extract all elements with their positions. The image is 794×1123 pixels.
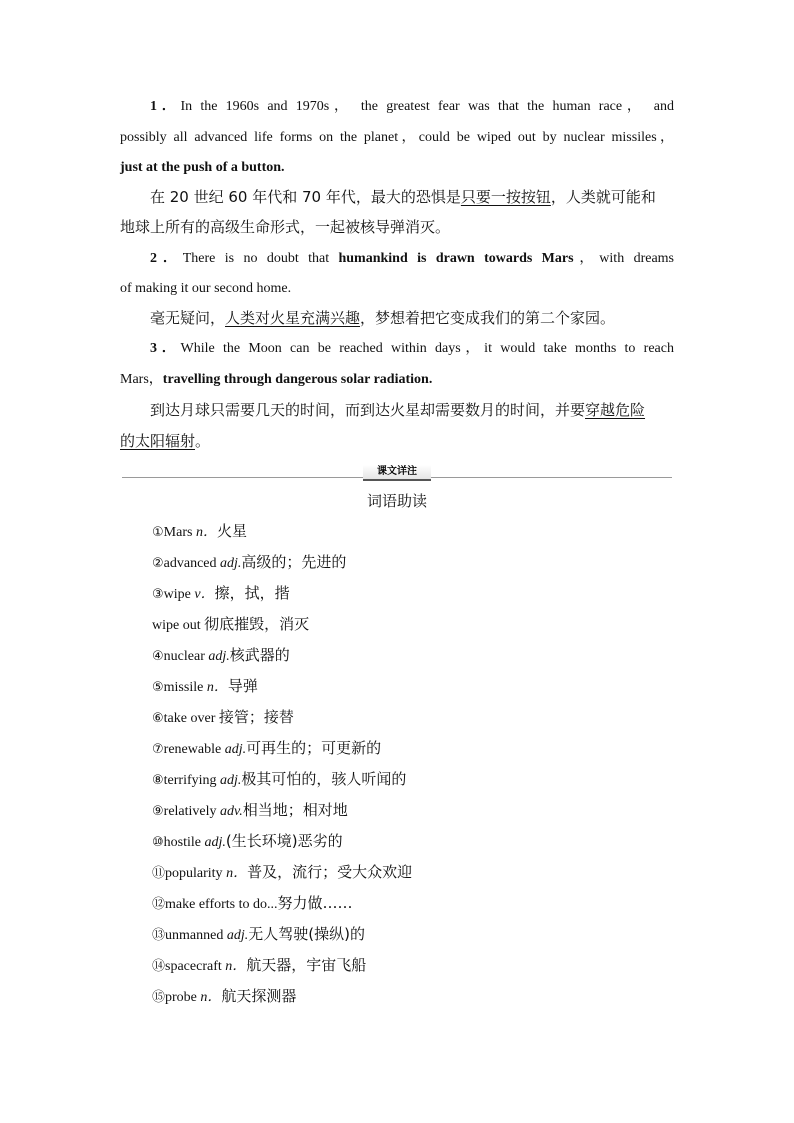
vocab-word: advanced	[163, 556, 221, 571]
vocab-marker: ⑤	[152, 680, 164, 695]
vocab-word: hostile	[163, 835, 205, 850]
vocab-item	[152, 578, 652, 609]
vocab-meaning: (生长环境)恶劣的	[225, 832, 343, 850]
vocab-item	[152, 950, 652, 981]
vocab-marker: ④	[152, 649, 164, 664]
vocab-pos: n．	[195, 525, 217, 540]
sentence-2-en-line-1: 2．There is no doubt that humankind is drawn towards Mars，with dreams	[150, 251, 674, 266]
vocab-marker: ③	[152, 587, 164, 602]
vocab-meaning: 核武器的	[229, 646, 290, 664]
sentence-2-en-line-2: of making it our second home.	[120, 281, 292, 296]
sentence-1-zh-line-1: 在 20 世纪 60 年代和 70 年代，最大的恐惧是只要一按按钮，人类就可能和	[150, 188, 656, 206]
vocab-pos: adv.	[220, 804, 243, 819]
vocab-meaning: 导弹	[227, 677, 258, 695]
sentence-1-en-bold: just at the push of a button.	[120, 160, 285, 175]
vocab-marker: ⑫	[152, 897, 166, 912]
sentence-1-en-line-1: 1．In the 1960s and 1970s， the greatest fear was that the human race， and	[150, 99, 674, 114]
vocab-word: probe	[165, 990, 201, 1005]
vocab-word: missile	[163, 680, 207, 695]
vocab-item	[152, 981, 652, 1012]
vocab-word: unmanned	[165, 928, 227, 943]
vocab-item	[152, 764, 652, 795]
vocab-word: spacecraft	[165, 959, 226, 974]
vocab-meaning: 极其可怕的，骇人听闻的	[241, 770, 407, 788]
vocab-marker: ②	[152, 556, 164, 571]
vocab-marker: ⑨	[152, 804, 164, 819]
vocab-pos: adj.	[226, 928, 249, 943]
vocab-pos: adj.	[220, 556, 242, 571]
vocab-marker: ⑦	[152, 742, 164, 757]
vocab-marker: ⑧	[152, 773, 164, 788]
vocab-pos: adj.	[208, 649, 230, 664]
vocab-meaning: 航天探测器	[221, 987, 297, 1005]
vocab-word: wipe out	[152, 618, 205, 633]
sentence-2-number: 2．	[150, 251, 183, 266]
vocab-pos: v．	[194, 587, 215, 602]
vocab-word: popularity	[165, 866, 227, 881]
vocab-item	[152, 516, 652, 547]
sentence-3-number: 3．	[150, 341, 181, 356]
vocab-meaning: 相当地；相对地	[242, 801, 348, 819]
vocab-meaning: 可再生的；可更新的	[246, 739, 382, 757]
vocab-marker: ⑥	[152, 711, 164, 726]
vocab-item	[152, 671, 652, 702]
vocab-marker: ⑪	[152, 866, 166, 881]
sentence-3-zh-underline-1: 穿越危险	[585, 401, 646, 419]
vocab-meaning: 火星	[216, 522, 247, 540]
vocab-word: make efforts to do...	[165, 897, 278, 912]
vocab-word: renewable	[163, 742, 225, 757]
sentence-1-zh-line-2: 地球上所有的高级生命形式，一起被核导弹消灭。	[120, 218, 451, 236]
vocab-pos: n．	[225, 959, 247, 974]
vocab-item	[152, 888, 652, 919]
vocab-pos: adj.	[204, 835, 226, 850]
sentence-3-en-line-2: Mars，travelling through dangerous solar radiation.	[120, 372, 433, 387]
sentence-3-en-line-1: 3．While the Moon can be reached within days，it would take months to reach	[150, 341, 674, 356]
vocab-marker: ⑮	[152, 990, 166, 1005]
vocab-meaning: 航天器，宇宙飞船	[246, 956, 367, 974]
vocab-word: nuclear	[163, 649, 209, 664]
vocab-word: Mars	[163, 525, 196, 540]
vocab-pos: adj.	[220, 773, 242, 788]
sentence-2-zh-underline: 人类对火星充满兴趣	[225, 309, 361, 327]
vocab-item	[152, 702, 652, 733]
vocab-title: 词语助读	[366, 492, 427, 510]
vocab-marker: ⑬	[152, 928, 166, 943]
vocab-marker: ①	[152, 525, 164, 540]
sentence-3-zh-underline-2: 的太阳辐射	[120, 432, 196, 450]
vocab-word: terrifying	[163, 773, 221, 788]
vocab-meaning: 普及，流行；受大众欢迎	[247, 863, 413, 881]
vocab-item	[152, 795, 652, 826]
sentence-1-zh-underline: 只要一按按钮	[460, 188, 551, 206]
sentence-2-zh-line-1: 毫无疑问，人类对火星充满兴趣，梦想着把它变成我们的第二个家园。	[150, 309, 616, 327]
vocab-meaning: 彻底摧毁，消灭	[204, 615, 310, 633]
vocab-pos: n．	[206, 680, 228, 695]
vocab-item	[152, 640, 652, 671]
vocab-pos: n．	[200, 990, 222, 1005]
vocab-meaning: 擦，拭，揩	[214, 584, 290, 602]
vocab-marker: ⑭	[152, 959, 166, 974]
vocab-word: take over	[163, 711, 219, 726]
sentence-3-zh-line-1: 到达月球只需要几天的时间，而到达火星却需要数月的时间，并要穿越危险	[150, 401, 646, 419]
section-tab: 课文详注	[363, 465, 431, 481]
vocab-meaning: 无人驾驶(操纵)的	[248, 925, 365, 943]
vocab-item	[152, 547, 652, 578]
vocab-word: wipe	[163, 587, 195, 602]
vocab-marker: ⑩	[152, 835, 164, 850]
sentence-1-number: 1．	[150, 99, 181, 114]
vocab-item	[152, 857, 652, 888]
vocab-pos: adj.	[224, 742, 247, 757]
vocab-item	[152, 919, 652, 950]
vocab-item	[152, 609, 652, 640]
vocab-item	[152, 733, 652, 764]
sentence-1-en-line-2: possibly all advanced life forms on the planet，could be wiped out by nuclear missiles，	[120, 130, 674, 145]
vocab-meaning: 高级的；先进的	[241, 553, 347, 571]
sentence-3-zh-line-2: 的太阳辐射。	[120, 432, 211, 450]
vocab-item	[152, 826, 652, 857]
vocab-meaning: 努力做……	[277, 894, 353, 912]
vocab-pos: n．	[226, 866, 248, 881]
vocab-word: relatively	[163, 804, 221, 819]
vocab-meaning: 接管；接替	[218, 708, 294, 726]
vocab-list	[152, 516, 652, 1012]
